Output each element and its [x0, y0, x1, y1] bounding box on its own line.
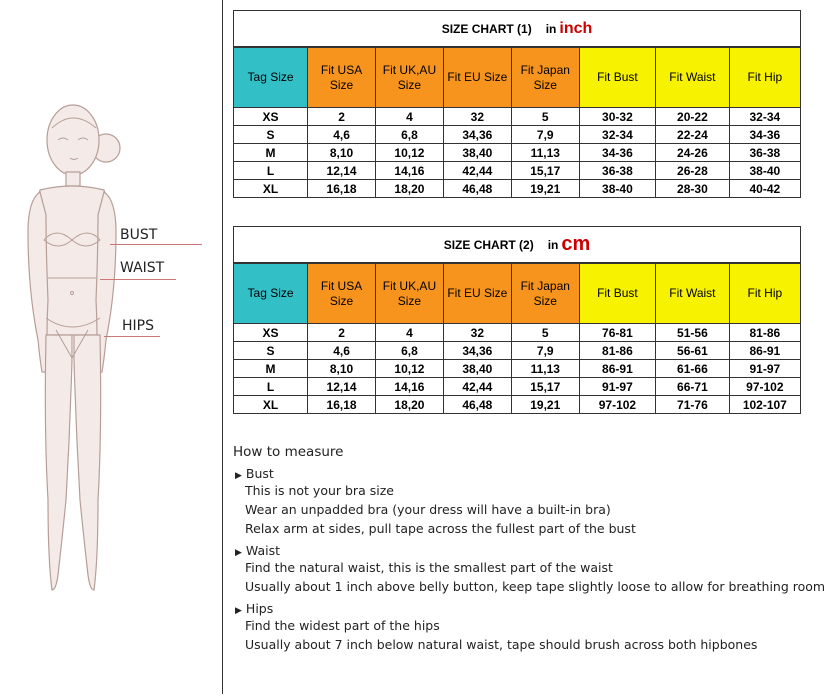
instruction-line: This is not your bra size: [245, 483, 394, 498]
table-cell: 22-24: [656, 126, 730, 144]
unit-prefix: in: [545, 21, 557, 36]
divider-line: [222, 0, 223, 694]
table-cell: XL: [234, 396, 308, 414]
triangle-bullet-icon: ▶: [235, 606, 242, 616]
table-cell: 97-102: [579, 396, 655, 414]
header-cell: Fit EU Size: [443, 264, 511, 324]
triangle-bullet-icon: ▶: [235, 471, 242, 481]
table-cell: 56-61: [656, 342, 730, 360]
table-cell: M: [234, 360, 308, 378]
table-cell: 66-71: [656, 378, 730, 396]
measure-section-heading: [235, 601, 833, 616]
table-cell: 12,14: [308, 162, 376, 180]
table-row: [234, 360, 800, 378]
size-chart-cm: [233, 226, 801, 414]
table-row: [234, 342, 800, 360]
table-cell: 10,12: [375, 360, 443, 378]
table-cell: 76-81: [579, 324, 655, 342]
measure-section: [233, 601, 833, 654]
table-cell: 10,12: [375, 144, 443, 162]
header-cell: Fit Waist: [656, 264, 730, 324]
hips-label: HIPS: [122, 318, 154, 334]
table-cell: 16,18: [308, 396, 376, 414]
header-cell: Fit UK,AU Size: [375, 48, 443, 108]
instruction-line: Find the natural waist, this is the smallest part of the waist: [245, 560, 613, 575]
table-cell: 4: [375, 108, 443, 126]
size-table: [234, 47, 800, 197]
chart-title-bar: [234, 11, 800, 47]
measure-section: [233, 466, 833, 538]
table-cell: 19,21: [511, 180, 579, 198]
header-cell: Fit Bust: [579, 264, 655, 324]
unit-label: cm: [561, 233, 591, 255]
header-cell: Fit EU Size: [443, 48, 511, 108]
female-body-outline: [0, 0, 222, 694]
table-cell: 7,9: [511, 342, 579, 360]
table-row: [234, 126, 800, 144]
table-row: [234, 396, 800, 414]
table-cell: 14,16: [375, 378, 443, 396]
bust-line: [110, 244, 202, 245]
table-cell: 20-22: [656, 108, 730, 126]
table-cell: 42,44: [443, 162, 511, 180]
chart-title: SIZE CHART (1): [441, 21, 532, 36]
table-cell: XS: [234, 324, 308, 342]
header-row: [234, 48, 800, 108]
table-row: [234, 180, 800, 198]
table-cell: 8,10: [308, 144, 376, 162]
table-cell: 11,13: [511, 360, 579, 378]
unit-prefix: in: [547, 237, 559, 252]
table-cell: XL: [234, 180, 308, 198]
table-cell: 28-30: [656, 180, 730, 198]
header-cell: Fit Hip: [729, 264, 800, 324]
table-cell: 32: [443, 324, 511, 342]
table-cell: 71-76: [656, 396, 730, 414]
table-cell: 14,16: [375, 162, 443, 180]
instruction-line: Relax arm at sides, pull tape across the fullest part of the bust: [245, 521, 636, 536]
table-cell: 11,13: [511, 144, 579, 162]
section-name: Waist: [245, 543, 281, 558]
section-name: Bust: [245, 466, 274, 481]
waist-line: [100, 279, 176, 280]
table-cell: 18,20: [375, 396, 443, 414]
chart-title-bar: [234, 227, 800, 263]
table-cell: 34,36: [443, 342, 511, 360]
table-row: [234, 324, 800, 342]
table-cell: 91-97: [579, 378, 655, 396]
table-row: [234, 162, 800, 180]
table-cell: 40-42: [729, 180, 800, 198]
table-cell: S: [234, 342, 308, 360]
table-cell: 46,48: [443, 396, 511, 414]
table-cell: 4: [375, 324, 443, 342]
table-cell: 38-40: [729, 162, 800, 180]
table-cell: 8,10: [308, 360, 376, 378]
header-cell: Fit Japan Size: [511, 48, 579, 108]
instruction-line: Wear an unpadded bra (your dress will have a built-in bra): [245, 502, 611, 517]
table-cell: 97-102: [729, 378, 800, 396]
table-cell: 2: [308, 108, 376, 126]
table-cell: 15,17: [511, 162, 579, 180]
instruction-line: Find the widest part of the hips: [245, 618, 440, 633]
measure-section-heading: [235, 466, 833, 481]
table-cell: 36-38: [579, 162, 655, 180]
table-cell: 61-66: [656, 360, 730, 378]
table-cell: 5: [511, 324, 579, 342]
header-row: [234, 264, 800, 324]
header-cell: Fit USA Size: [308, 48, 376, 108]
hips-line: [104, 336, 160, 337]
table-cell: 2: [308, 324, 376, 342]
table-cell: 38,40: [443, 360, 511, 378]
table-cell: 15,17: [511, 378, 579, 396]
how-to-measure: [233, 444, 833, 659]
table-cell: 4,6: [308, 342, 376, 360]
table-cell: 42,44: [443, 378, 511, 396]
measure-section-heading: [235, 543, 833, 558]
header-cell: Fit Hip: [729, 48, 800, 108]
body-figure-illustration: [0, 0, 222, 694]
table-cell: 26-28: [656, 162, 730, 180]
table-cell: 7,9: [511, 126, 579, 144]
header-cell: Fit UK,AU Size: [375, 264, 443, 324]
size-table: [234, 263, 800, 413]
table-cell: 91-97: [729, 360, 800, 378]
chart-title: SIZE CHART (2): [443, 237, 534, 252]
table-cell: M: [234, 144, 308, 162]
how-to-sections: [233, 466, 833, 654]
header-cell: Fit USA Size: [308, 264, 376, 324]
table-cell: 4,6: [308, 126, 376, 144]
table-cell: 81-86: [729, 324, 800, 342]
table-cell: 16,18: [308, 180, 376, 198]
measure-section: [233, 543, 833, 596]
table-row: [234, 378, 800, 396]
table-cell: L: [234, 378, 308, 396]
header-cell: Fit Bust: [579, 48, 655, 108]
header-cell: Tag Size: [234, 264, 308, 324]
table-cell: XS: [234, 108, 308, 126]
table-cell: 19,21: [511, 396, 579, 414]
table-cell: 32-34: [729, 108, 800, 126]
table-cell: 6,8: [375, 342, 443, 360]
table-cell: 51-56: [656, 324, 730, 342]
table-cell: 86-91: [729, 342, 800, 360]
table-cell: 36-38: [729, 144, 800, 162]
table-cell: 34-36: [729, 126, 800, 144]
header-cell: Fit Japan Size: [511, 264, 579, 324]
table-cell: 24-26: [656, 144, 730, 162]
table-cell: 32: [443, 108, 511, 126]
table-cell: 30-32: [579, 108, 655, 126]
how-to-title: How to measure: [233, 444, 344, 460]
table-cell: 12,14: [308, 378, 376, 396]
table-cell: 6,8: [375, 126, 443, 144]
table-cell: 46,48: [443, 180, 511, 198]
table-cell: 34-36: [579, 144, 655, 162]
table-cell: 38,40: [443, 144, 511, 162]
triangle-bullet-icon: ▶: [235, 548, 242, 558]
header-cell: Tag Size: [234, 48, 308, 108]
unit-label: inch: [559, 19, 593, 37]
table-cell: 86-91: [579, 360, 655, 378]
table-row: [234, 144, 800, 162]
header-cell: Fit Waist: [656, 48, 730, 108]
table-cell: 102-107: [729, 396, 800, 414]
bust-label: BUST: [120, 227, 158, 243]
table-row: [234, 108, 800, 126]
table-cell: 32-34: [579, 126, 655, 144]
table-body: [234, 108, 800, 198]
section-name: Hips: [245, 601, 274, 616]
instruction-line: Usually about 1 inch above belly button, keep tape slightly loose to allow for breathing room: [245, 579, 826, 594]
size-chart-inch: [233, 10, 801, 198]
table-cell: 34,36: [443, 126, 511, 144]
instruction-line: Usually about 7 inch below natural waist, tape should brush across both hipbones: [245, 637, 758, 652]
waist-label: WAIST: [120, 260, 165, 276]
table-cell: 38-40: [579, 180, 655, 198]
table-cell: L: [234, 162, 308, 180]
table-cell: 18,20: [375, 180, 443, 198]
table-cell: 81-86: [579, 342, 655, 360]
table-body: [234, 324, 800, 414]
table-cell: S: [234, 126, 308, 144]
table-cell: 5: [511, 108, 579, 126]
